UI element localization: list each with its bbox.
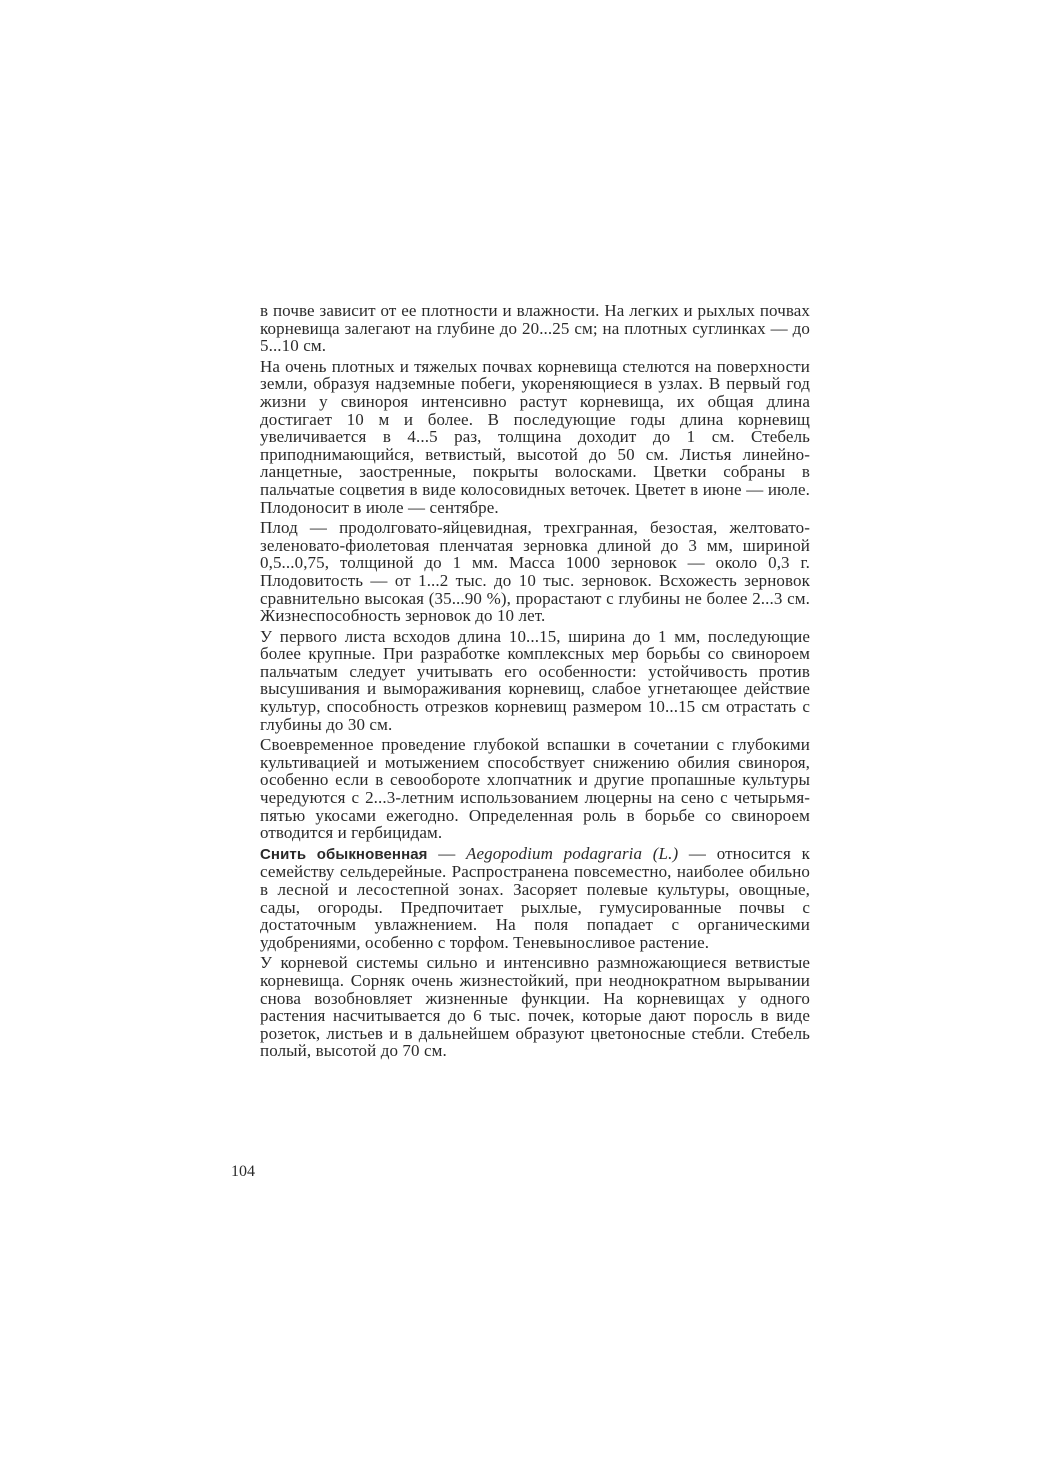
page-number: 104 xyxy=(231,1163,255,1180)
paragraph-4: У первого листа всходов длина 10...15, ширина до 1 мм, последующие более крупные. При разработке комплексных мер борьбы со свинороем пальчатым следует учитывать его особенности: устойчивость против высушивания и вымораживания корневищ, слабое угнетающее действие культур, способность отрезков корневищ размером 10...15 см отрастать с глубины до 30 см. xyxy=(260,626,810,734)
latin-name: Aegopodium podagraria (L.) xyxy=(466,843,679,863)
paragraph-7: У корневой системы сильно и интенсивно размножающиеся ветвистые корневища. Сорняк очень жизнестойкий, при неоднократном вырывании снова возобновляет жизненные функции. На корневищах у одного растения насчитывается до 6 тыс. почек, которые дают поросль в виде розеток, листьев и в дальнейшем образуют цветоносные стебли. Стебель полый, высотой до 70 см. xyxy=(260,953,810,1061)
species-term: Снить обыкновенная xyxy=(260,845,428,863)
body-text xyxy=(260,302,810,1060)
paragraph-2: На очень плотных и тяжелых почвах корневища стелются на поверхности земли, образуя надземные побеги, укореняющиеся в узлах. В первый год жизни у свинороя интенсивно растут корневища, их общая длина достигает 10 м и более. В последующие годы длина корневищ увеличивается в 4...5 раз, толщина доходит до 1 см. Стебель приподнимающийся, ветвистый, высотой до 50 см. Листья линейно-ланцетные, заостренные, покрыты волосками. Цветки собраны в пальчатые соцветия в виде колосовидных веточек. Цветет в июне — июле. Плодоносит в июле — сентябре. xyxy=(260,356,810,517)
term-dash: — xyxy=(427,843,467,863)
paragraph-6 xyxy=(260,845,810,952)
paragraph-3: Плод — продолговато-яйцевидная, трехгранная, безостая, желтовато-зеленовато-фиолетовая пленчатая зерновка длиной до 3 мм, шириной 0,5...0,75, толщиной до 1 мм. Масса 1000 зерновок — около 0,3 г. Плодовитость — от 1...2 тыс. до 10 тыс. зерновок. Всхожесть зерновок сравнительно высокая (35...90 %), прорастают с глубины не более 2...3 см. Жизнеспособность зерновок до 10 лет. xyxy=(260,518,810,626)
paragraph-5: Своевременное проведение глубокой вспашки в сочетании с глубокими культивацией и мотыжением способствует снижению обилия свинороя, особенно если в севообороте хлопчатник и другие пропашные культуры чередуются с 2...3-летним использованием люцерны на сено с четырьмя-пятью укосами ежегодно. Определенная роль в борьбе со свинороем отводится и гербицидам. xyxy=(260,735,810,843)
species-description: — относится к семейству сельдерейные. Распространена повсеместно, наиболее обильно в лесной и лесостепной зонах. Засоряет полевые культуры, овощные, сады, огороды. Предпочитает рыхлые, гумусированные почвы с достаточным увлажнением. На поля попадает с органическими удобрениями, особенно с торфом. Теневыносливое растение. xyxy=(260,843,811,952)
paragraph-1: в почве зависит от ее плотности и влажности. На легких и рыхлых почвах корневища залегают на глубине до 20...25 см; на плотных суглинках — до 5...10 см. xyxy=(260,301,810,356)
